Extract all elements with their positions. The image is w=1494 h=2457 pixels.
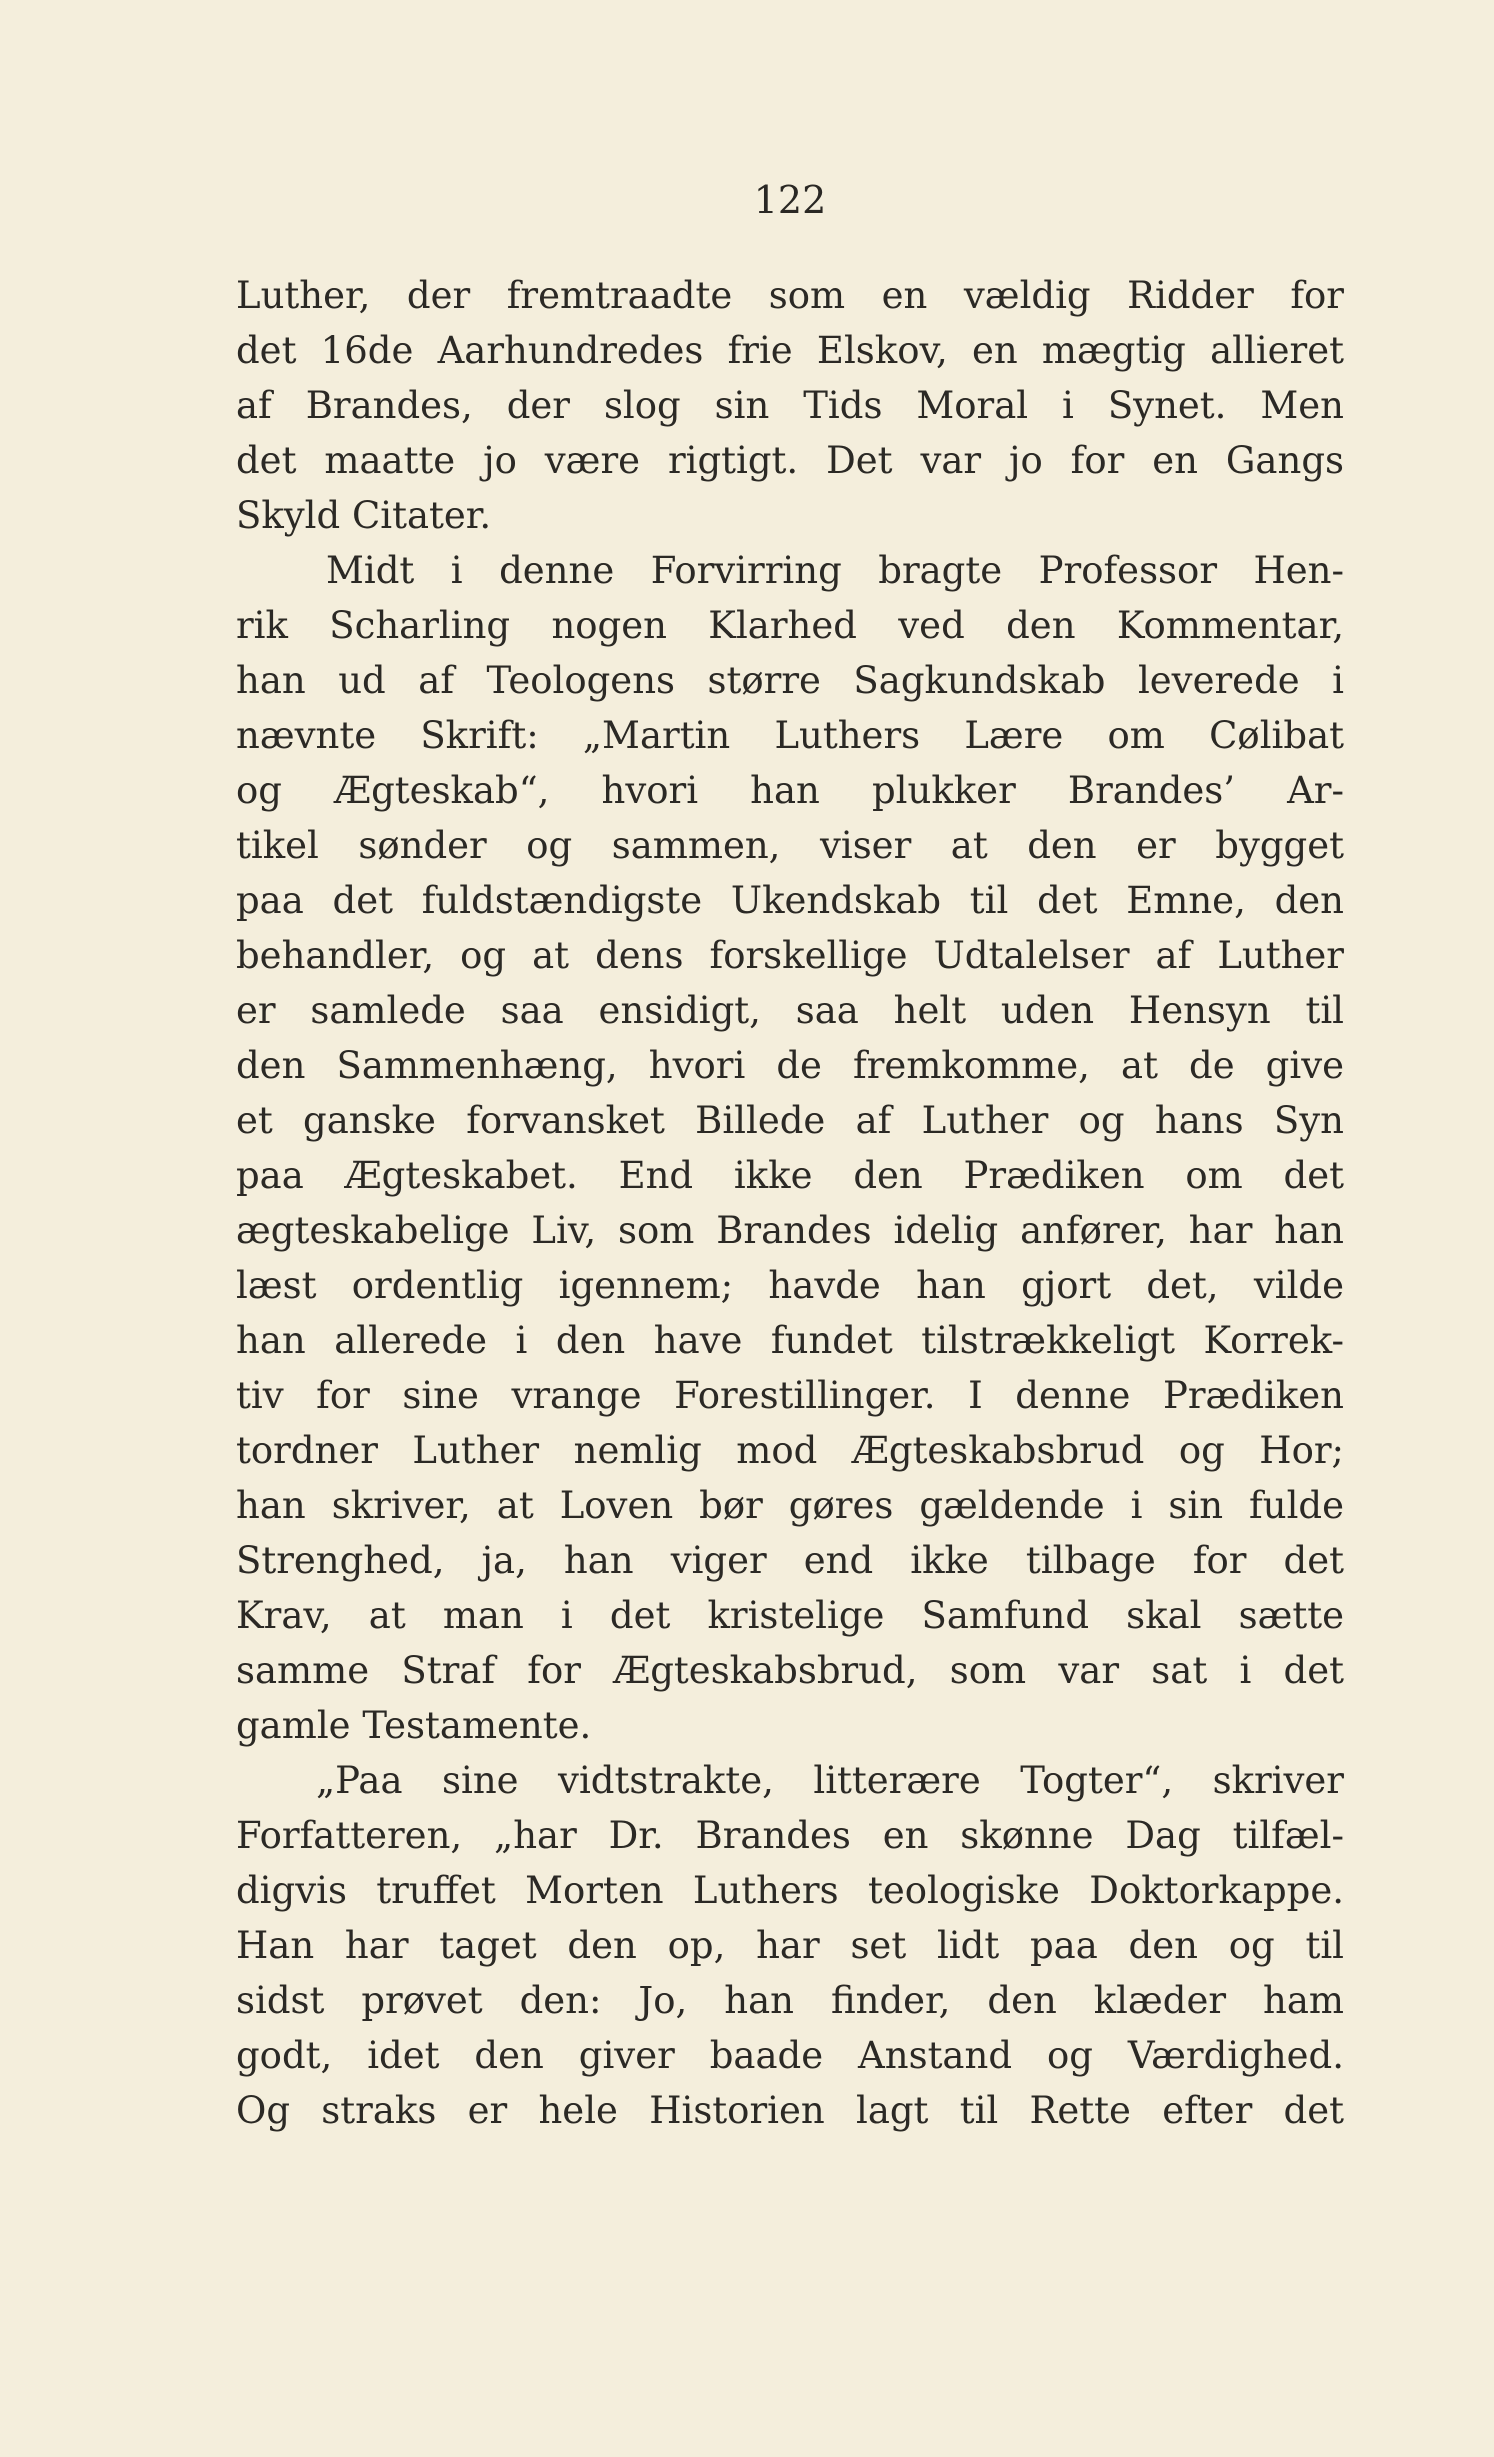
text-line: tikel sønder og sammen, viser at den er bygget [236,824,1344,867]
page-number: 122 [753,178,827,222]
text-line: digvis truffet Morten Luthers teologiske Doktorkappe. [236,1869,1344,1912]
text-line: Han har taget den op, har set lidt paa den og til [236,1924,1344,1967]
text-line: Forfatteren, „har Dr. Brandes en skønne Dag tilfæl- [236,1814,1344,1857]
text-line: Strenghed, ja, han viger end ikke tilbage for det [236,1539,1344,1582]
text-line: Skyld Citater. [236,494,492,537]
text-line: nævnte Skrift: „Martin Luthers Lære om Cølibat [236,714,1344,757]
text-line: Luther, der fremtraadte som en vældig Ridder for [236,274,1344,317]
body-text [236,268,1344,2138]
text-line: af Brandes, der slog sin Tids Moral i Synet. Men [236,384,1344,427]
text-line: er samlede saa ensidigt, saa helt uden Hensyn til [236,989,1344,1032]
text-line: paa det fuldstændigste Ukendskab til det Emne, den [236,879,1344,922]
text-line: Og straks er hele Historien lagt til Rette efter det [236,2089,1344,2132]
text-line: godt, idet den giver baade Anstand og Værdighed. [236,2034,1344,2077]
text-line: den Sammenhæng, hvori de fremkomme, at de give [236,1044,1344,1087]
text-line: tordner Luther nemlig mod Ægteskabsbrud og Hor; [236,1429,1344,1472]
text-line: gamle Testamente. [236,1704,592,1747]
text-line: Krav, at man i det kristelige Samfund skal sætte [236,1594,1344,1637]
text-line: samme Straf for Ægteskabsbrud, som var sat i det [236,1649,1344,1692]
text-line: han skriver, at Loven bør gøres gældende i sin fulde [236,1484,1344,1527]
text-line: og Ægteskab“, hvori han plukker Brandes’ Ar- [236,769,1344,812]
text-line: sidst prøvet den: Jo, han finder, den klæder ham [236,1979,1344,2022]
text-line: rik Scharling nogen Klarhed ved den Kommentar, [236,604,1344,647]
text-line: paa Ægteskabet. End ikke den Prædiken om det [236,1154,1344,1197]
text-line: Midt i denne Forvirring bragte Professor Hen- [326,549,1344,592]
text-line: det maatte jo være rigtigt. Det var jo for en Gangs [236,439,1344,482]
text-line: „Paa sine vidtstrakte, litterære Togter“, skriver [316,1759,1344,1802]
text-line: tiv for sine vrange Forestillinger. I denne Prædiken [236,1374,1344,1417]
text-line: ægteskabelige Liv, som Brandes idelig anfører, har han [236,1209,1344,1252]
text-line: han allerede i den have fundet tilstrækkeligt Korrek- [236,1319,1344,1362]
text-line: han ud af Teologens større Sagkundskab leverede i [236,659,1344,702]
text-line: læst ordentlig igennem; havde han gjort det, vilde [236,1264,1344,1307]
text-line: et ganske forvansket Billede af Luther og hans Syn [236,1099,1344,1142]
text-line: behandler, og at dens forskellige Udtalelser af Luther [236,934,1344,977]
text-line: det 16de Aarhundredes frie Elskov, en mægtig allieret [236,329,1344,372]
